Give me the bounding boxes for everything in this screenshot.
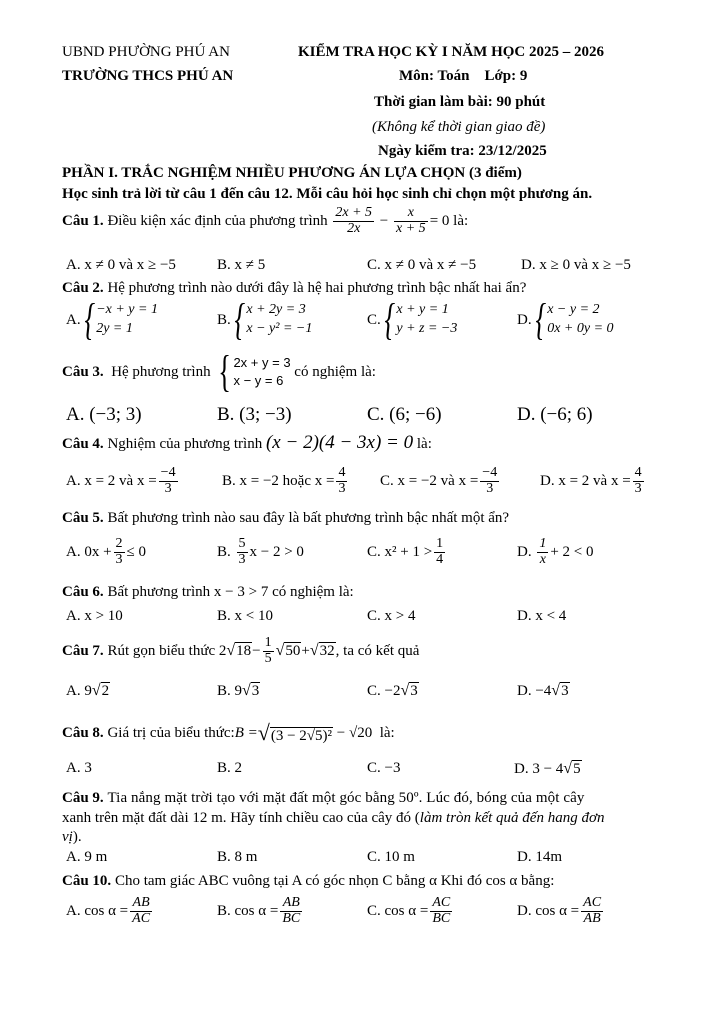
q4-option-d[interactable]: D. x = 2 và x = $\frac{4}{3}$ — [540, 465, 642, 496]
q5-option-c[interactable]: C. x² + 1 > $\frac{1}{4}$ — [367, 536, 444, 567]
q4-option-c[interactable]: C. x = −2 và x = $\frac{-4}{3}$ — [380, 465, 498, 496]
question-7: Câu 7. Rút gọn biểu thức 2 √18 − $\frac{1}{5}$ √50 + √32 , ta có kết quả — [62, 635, 420, 666]
q1-label: Câu 1. — [62, 212, 104, 229]
q1-option-d[interactable]: D. x ≥ 0 và x ≥ −5 — [521, 257, 631, 273]
q1-option-c[interactable]: C. x ≠ 0 và x ≠ −5 — [367, 257, 477, 273]
q2-option-b[interactable]: B. { x + 2y = 3 x − y² = −1 — [217, 295, 313, 344]
q6-option-a[interactable]: A. x > 10 — [66, 608, 123, 624]
q1-text: Điều kiện xác định của phương trình — [107, 212, 328, 229]
q4-option-b[interactable]: B. x = −2 hoặc x = $\frac{4}{3}$ — [222, 465, 346, 496]
q3-option-c[interactable]: C. (6; −6) — [367, 404, 442, 425]
q7-option-a[interactable]: A. 9√2 — [66, 682, 110, 699]
question-5: Câu 5. Bất phương trình nào sau đây là bất phương trình bậc nhất một ẩn? — [62, 510, 510, 526]
q3-option-b[interactable]: B. (3; −3) — [217, 404, 292, 425]
q3-system: { 2x + y = 3 x − y = 6 — [218, 347, 291, 396]
q2-option-a[interactable]: A. { −x + y = 1 2y = 1 — [66, 295, 158, 344]
q7-expression: 2 √18 − $\frac{1}{5}$ √50 + √32 — [218, 635, 335, 666]
section-title: PHẦN I. TRẮC NGHIỆM NHIỀU PHƯƠNG ÁN LỰA CHỌN (3 điểm) — [62, 165, 522, 181]
q8-option-a[interactable]: A. 3 — [66, 760, 92, 776]
q1-fraction-1: $\frac{2x + 5}{2x}$ — [335, 205, 373, 236]
q8-option-b[interactable]: B. 2 — [217, 760, 243, 776]
q1-eq0: = 0 — [429, 212, 450, 229]
q2-label: Câu 2. — [62, 280, 104, 296]
question-1: Câu 1. Điều kiện xác định của phương trình $\frac{2x + 5}{2x}$ − $\frac{x}{x + 5}$ = 0 là: — [62, 205, 469, 236]
q10-option-a[interactable]: A. cos α = $\frac{AB}{AC}$ — [66, 895, 151, 926]
exam-date: Ngày kiểm tra: 23/12/2025 — [378, 143, 547, 159]
q8-option-d[interactable]: D. 3 − 4√5 — [514, 760, 581, 777]
q10-option-c[interactable]: C. cos α = $\frac{AC}{BC}$ — [367, 895, 451, 926]
q4-equation: (x − 2)(4 − 3x) = 0 — [265, 432, 414, 453]
q3-label: Câu 3. — [62, 363, 104, 380]
question-2 — [62, 280, 526, 297]
question-9-line-2: xanh trên mặt đất dài 12 m. Hãy tính chiều cao của cây đó (làm tròn kết quả đến hang đơn — [62, 810, 605, 826]
q10-option-d[interactable]: D. cos α = $\frac{AC}{AB}$ — [517, 895, 602, 926]
q1-option-a[interactable]: A. x ≠ 0 và x ≥ −5 — [66, 257, 176, 273]
question-3 — [62, 347, 376, 396]
q9-option-c[interactable]: C. 10 m — [367, 849, 415, 865]
q1-option-b[interactable]: B. x ≠ 5 — [217, 257, 266, 273]
section-instruction: Học sinh trả lời từ câu 1 đến câu 12. Mỗi câu hỏi học sinh chỉ chọn một phương án. — [62, 186, 593, 202]
duration: Thời gian làm bài: 90 phút — [374, 94, 546, 110]
exam-title: KIỂM TRA HỌC KỲ I NĂM HỌC 2025 – 2026 — [298, 44, 604, 60]
question-6: Câu 6. Bất phương trình x − 3 > 7 có nghiệm là: — [62, 584, 354, 600]
q10-option-b[interactable]: B. cos α = $\frac{AB}{BC}$ — [217, 895, 301, 926]
q3-option-a[interactable]: A. (−3; 3) — [66, 404, 142, 425]
q3-end: có nghiệm là: — [294, 363, 376, 380]
q3-option-d[interactable]: D. (−6; 6) — [517, 404, 593, 425]
q2-option-d[interactable]: D. { x − y = 2 0x + 0y = 0 — [517, 295, 614, 344]
q9-option-b[interactable]: B. 8 m — [217, 849, 258, 865]
question-4: Câu 4. Nghiệm của phương trình (x − 2)(4 − 3x) = 0 là: — [62, 432, 432, 453]
q6-option-c[interactable]: C. x > 4 — [367, 608, 416, 624]
q4-option-a[interactable]: A. x = 2 và x = $\frac{-4}{3}$ — [66, 465, 176, 496]
question-9-line-3: vị). — [62, 829, 82, 845]
q9-option-d[interactable]: D. 14m — [517, 849, 562, 865]
q7-option-c[interactable]: C. −2√3 — [367, 682, 418, 699]
q3-text: Hệ phương trình — [111, 363, 211, 380]
question-9-line-1: Câu 9. Tia nắng mặt trời tạo với mặt đất một góc bằng 50º. Lúc đó, bóng của một cây — [62, 790, 585, 806]
q9-option-a[interactable]: A. 9 m — [66, 849, 108, 865]
q6-option-b[interactable]: B. x < 10 — [217, 608, 273, 624]
q5-option-d[interactable]: D. $\frac{1}{x}$ + 2 < 0 — [517, 536, 594, 567]
q5-option-b[interactable]: B. $\frac{5}{3}$ x − 2 > 0 — [217, 536, 304, 567]
school-name: TRƯỜNG THCS PHÚ AN — [62, 68, 234, 84]
subject-grade: Môn: Toán Lớp: 9 — [399, 68, 528, 84]
duration-note: (Không kể thời gian giao đề) — [372, 119, 546, 135]
q1-end: là: — [453, 212, 469, 229]
question-10: Câu 10. Cho tam giác ABC vuông tại A có góc nhọn C bằng α Khi đó cos α bằng: — [62, 873, 555, 889]
q1-fraction-2: $\frac{x}{x + 5}$ — [396, 205, 426, 236]
q8-option-c[interactable]: C. −3 — [367, 760, 401, 776]
ubnd-name: UBND PHƯỜNG PHÚ AN — [62, 44, 230, 60]
q5-option-a[interactable]: A. 0x + $\frac{2}{3}$ ≤ 0 — [66, 536, 147, 567]
q2-text: Hệ phương trình nào dưới đây là hệ hai phương trình bậc nhất hai ẩn? — [107, 280, 527, 296]
question-8: Câu 8. Giá trị của biểu thức: B = √(3 − 2√5)² − √20 là: — [62, 720, 395, 745]
q6-option-d[interactable]: D. x < 4 — [517, 608, 567, 624]
q7-option-b[interactable]: B. 9√3 — [217, 682, 260, 699]
q8-radical: √(3 − 2√5)² — [257, 720, 333, 745]
q7-option-d[interactable]: D. −4√3 — [517, 682, 569, 699]
q2-option-c[interactable]: C. { x + y = 1 y + z = −3 — [367, 295, 458, 344]
